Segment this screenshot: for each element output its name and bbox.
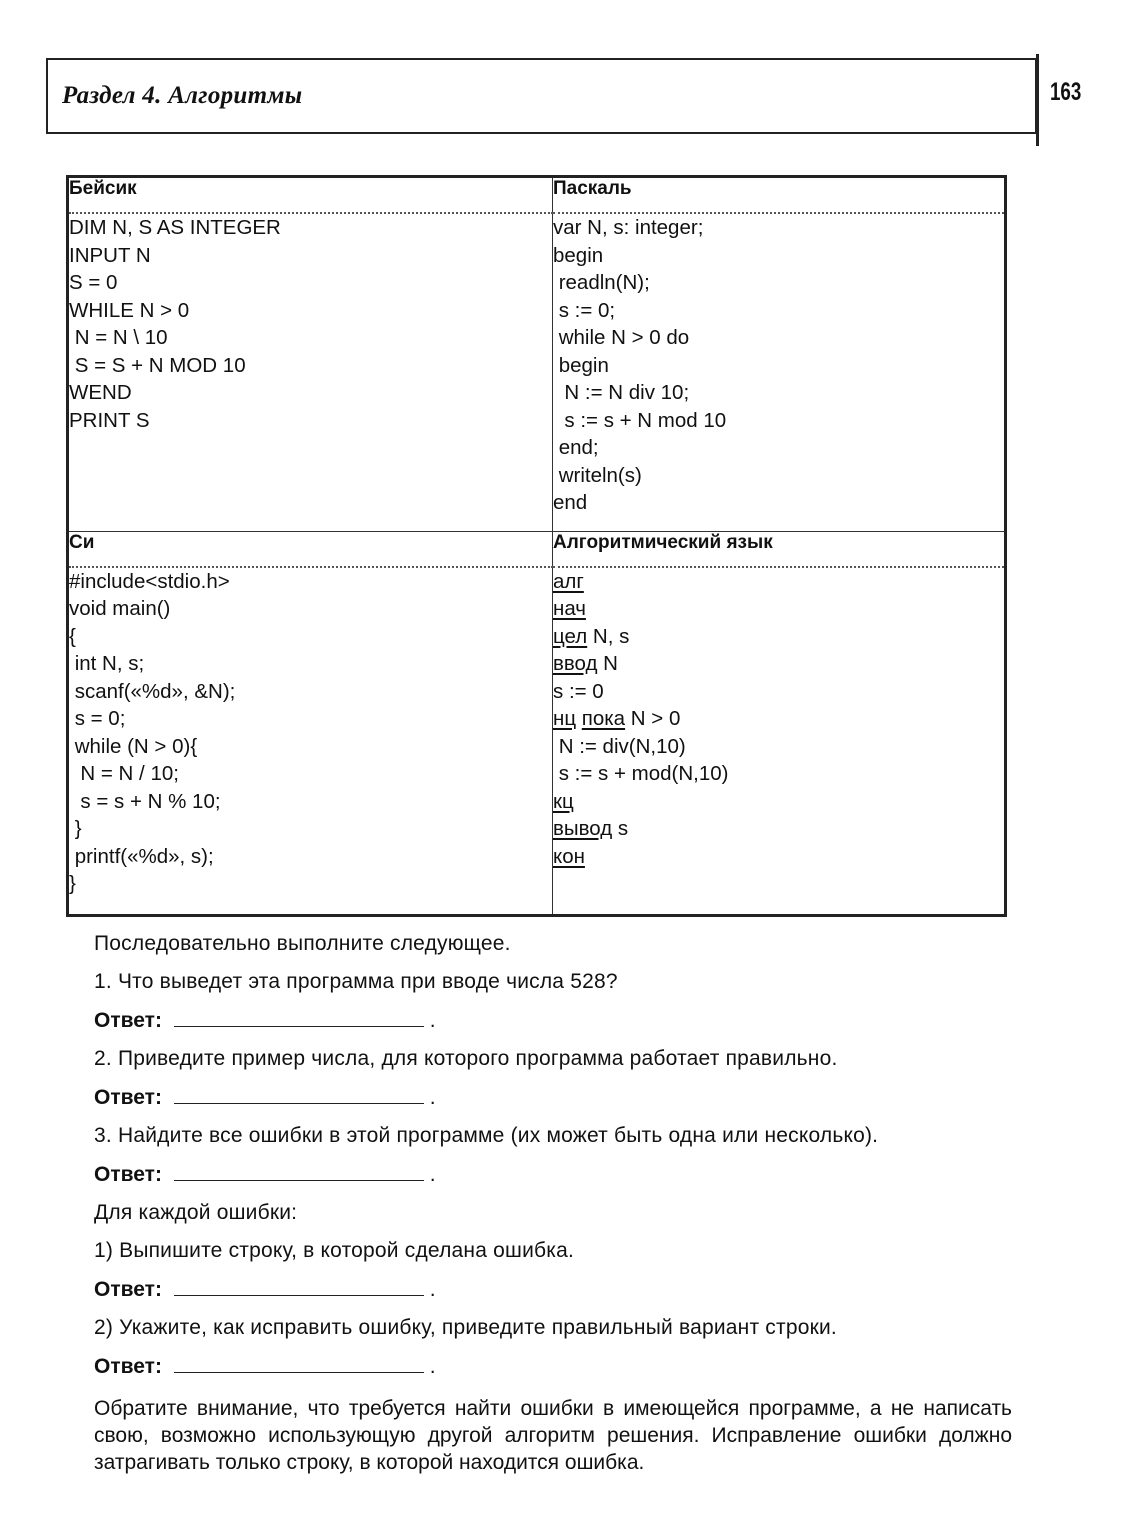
answer-blank[interactable] <box>174 1160 424 1181</box>
section-header <box>46 58 1038 134</box>
code-line <box>553 843 1004 871</box>
keyword-alg: алг <box>553 569 584 593</box>
subtask-1: 1) Выпишите строку, в которой сделана ошибка. <box>94 1239 574 1262</box>
code-line: s := 0; <box>553 298 616 322</box>
section-title: Раздел 4. Алгоритмы <box>62 82 303 109</box>
c-code <box>68 567 553 916</box>
answer-blank[interactable] <box>174 1006 424 1027</box>
answer-blank[interactable] <box>174 1083 424 1104</box>
code-line: WEND <box>69 381 132 404</box>
code-line: s = s + N % 10; <box>69 789 221 813</box>
code-line: s = 0; <box>69 707 126 730</box>
code-line: WHILE N > 0 <box>69 298 190 322</box>
keyword-poka: пока <box>581 707 626 730</box>
task-text <box>94 930 1014 1476</box>
answer-4 <box>94 1275 1014 1304</box>
code-line: DIM N, S AS INTEGER <box>69 216 281 239</box>
basic-code <box>68 213 553 531</box>
code-line <box>553 595 1004 623</box>
c-header: Си <box>68 531 553 567</box>
basic-header: Бейсик <box>68 177 553 214</box>
question-3: 3. Найдите все ошибки в этой программе (их может быть одна или несколько). <box>94 1124 879 1147</box>
keyword-kc: кц <box>553 789 574 813</box>
code-line <box>553 623 1004 651</box>
answer-blank[interactable] <box>174 1352 424 1373</box>
code-line: N := N div 10; <box>553 381 690 404</box>
algo-code <box>553 567 1006 916</box>
code-line <box>553 815 1004 843</box>
code-line: void main() <box>69 597 171 620</box>
code-line: printf(«%d», s); <box>69 844 214 868</box>
code-text: N, s <box>587 624 630 648</box>
code-table <box>66 175 1007 917</box>
keyword-cel: цел <box>553 624 588 648</box>
question-1: 1. Что выведет эта программа при вводе числа 528? <box>94 970 618 993</box>
code-line <box>553 650 1004 678</box>
answer-1 <box>94 1006 1014 1035</box>
code-line: while N > 0 do <box>553 326 690 349</box>
answer-dot: . <box>429 1355 436 1378</box>
answer-dot: . <box>429 1278 436 1301</box>
answer-5 <box>94 1352 1014 1381</box>
code-line: s := s + N mod 10 <box>553 408 727 432</box>
code-line: writeln(s) <box>553 463 642 487</box>
code-line: begin <box>553 243 604 267</box>
code-line: begin <box>553 353 609 377</box>
keyword-nc: нц <box>553 707 577 730</box>
code-line: #include<stdio.h> <box>69 569 230 593</box>
note-paragraph: Обратите внимание, что требуется найти ошибки в имеющейся программе, а не написать свою, возможно использующую другой алгоритм решения. Исправление ошибки должно затрагивать только строку, в которой находится ошибка. <box>94 1397 1012 1474</box>
margin-rule <box>1036 54 1039 146</box>
code-line: INPUT N <box>69 243 151 267</box>
code-line: var N, s: integer; <box>553 216 704 239</box>
answer-dot: . <box>429 1086 436 1109</box>
keyword-vvod: ввод <box>553 652 598 675</box>
code-line: { <box>69 624 76 648</box>
code-line: PRINT S <box>69 408 150 432</box>
code-text: N <box>597 652 618 675</box>
pascal-code <box>553 213 1006 531</box>
answer-blank[interactable] <box>174 1275 424 1296</box>
code-line: end <box>553 491 588 514</box>
code-line: end; <box>553 436 599 459</box>
code-line: s := 0 <box>553 679 604 703</box>
answer-label: Ответ: <box>94 1086 162 1109</box>
code-text: N > 0 <box>625 707 681 730</box>
answer-dot: . <box>429 1163 436 1186</box>
code-line <box>553 568 1004 596</box>
answer-label: Ответ: <box>94 1278 162 1301</box>
code-line: N = N / 10; <box>69 762 179 785</box>
page-number: 163 <box>1050 78 1082 106</box>
code-line: } <box>69 817 82 840</box>
subtask-2: 2) Укажите, как исправить ошибку, приведите правильный вариант строки. <box>94 1316 837 1339</box>
code-line: } <box>69 872 76 895</box>
code-line: scanf(«%d», &N); <box>69 679 236 703</box>
code-line <box>553 705 1004 733</box>
answer-2 <box>94 1083 1014 1112</box>
keyword-kon: кон <box>553 844 585 868</box>
for-each-error: Для каждой ошибки: <box>94 1201 298 1224</box>
code-line: while (N > 0){ <box>69 734 198 758</box>
question-2: 2. Приведите пример числа, для которого программа работает правильно. <box>94 1047 838 1070</box>
code-line: S = 0 <box>69 271 118 294</box>
code-line: int N, s; <box>69 652 145 675</box>
code-text: s <box>612 817 629 840</box>
code-line: s := s + mod(N,10) <box>553 762 729 785</box>
code-line <box>553 788 1004 816</box>
answer-label: Ответ: <box>94 1163 162 1186</box>
keyword-vyvod: вывод <box>553 817 613 840</box>
pascal-header: Паскаль <box>553 177 1006 214</box>
answer-dot: . <box>429 1009 436 1032</box>
algo-header: Алгоритмический язык <box>553 531 1006 567</box>
code-line: N := div(N,10) <box>553 734 686 758</box>
task-intro: Последовательно выполните следующее. <box>94 932 511 955</box>
answer-label: Ответ: <box>94 1355 162 1378</box>
answer-3 <box>94 1160 1014 1189</box>
keyword-nach: нач <box>553 597 586 620</box>
code-line: N = N \ 10 <box>69 326 168 349</box>
answer-label: Ответ: <box>94 1009 162 1032</box>
code-line: S = S + N MOD 10 <box>69 353 246 377</box>
code-line: readln(N); <box>553 271 650 294</box>
